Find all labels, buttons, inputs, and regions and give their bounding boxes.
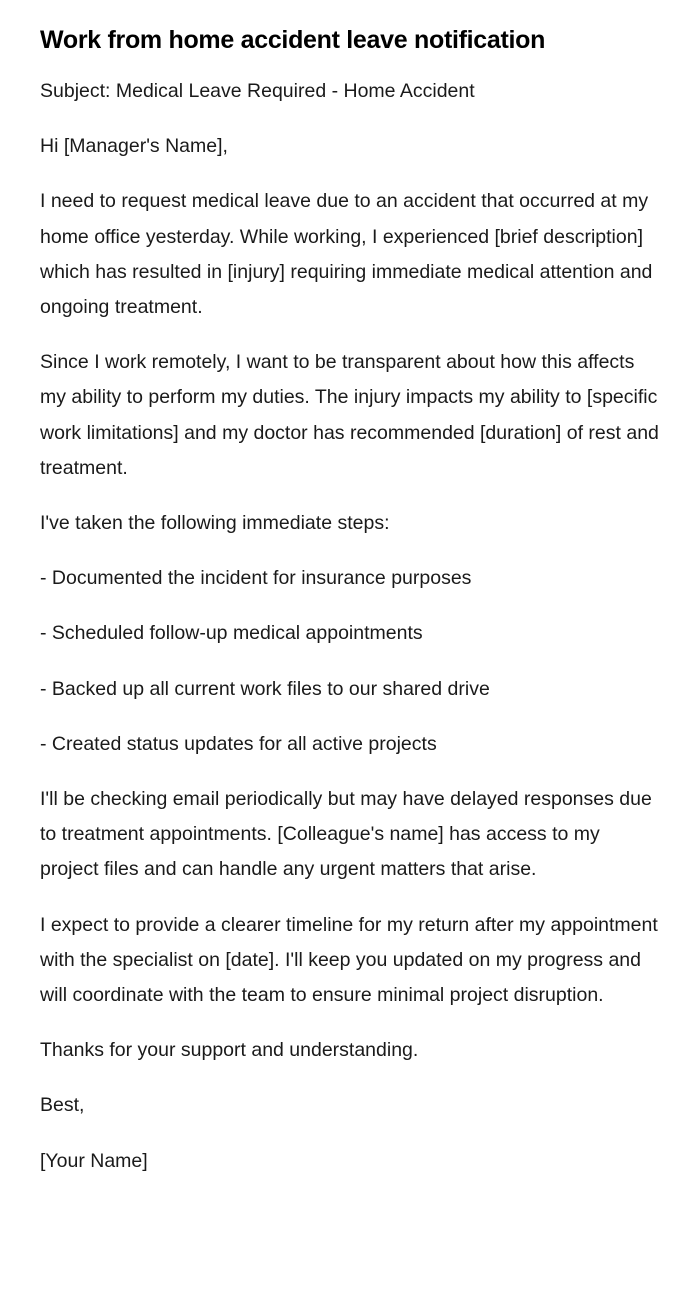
- step-item: - Documented the incident for insurance purposes: [40, 567, 472, 590]
- paragraph-steps-intro: I've taken the following immediate steps:: [40, 512, 390, 535]
- paragraph-impact: Since I work remotely, I want to be transparent about how this affects my ability to perform my duties. The injury impacts my ability to [specific work limitations] and my doctor has recommended [duration] of rest and treatment.: [40, 351, 659, 479]
- email-subject: Subject: Medical Leave Required - Home Accident: [40, 80, 475, 102]
- step-item: - Backed up all current work files to our shared drive: [40, 677, 490, 700]
- signature: [Your Name]: [40, 1149, 148, 1172]
- paragraph-availability: I'll be checking email periodically but may have delayed responses due to treatment appointments. [Colleague's name] has access to my project files and can handle any urgent matters that arise.: [40, 788, 652, 881]
- sign-off: Best,: [40, 1094, 85, 1117]
- paragraph-timeline: I expect to provide a clearer timeline for my return after my appointment with the specialist on [date]. I'll keep you updated on my progress and will coordinate with the team to ensure minimal project disruption.: [40, 913, 658, 1007]
- paragraph-request: I need to request medical leave due to an accident that occurred at my home office yesterday. While working, I experienced [brief description] which has resulted in [injury] requiring immediate medical attention and ongoing treatment.: [40, 190, 653, 319]
- greeting: Hi [Manager's Name],: [40, 135, 228, 158]
- step-item: - Created status updates for all active projects: [40, 732, 437, 755]
- paragraph-thanks: Thanks for your support and understanding.: [40, 1039, 419, 1062]
- step-item: - Scheduled follow-up medical appointments: [40, 622, 423, 645]
- document-title: Work from home accident leave notification: [40, 26, 546, 54]
